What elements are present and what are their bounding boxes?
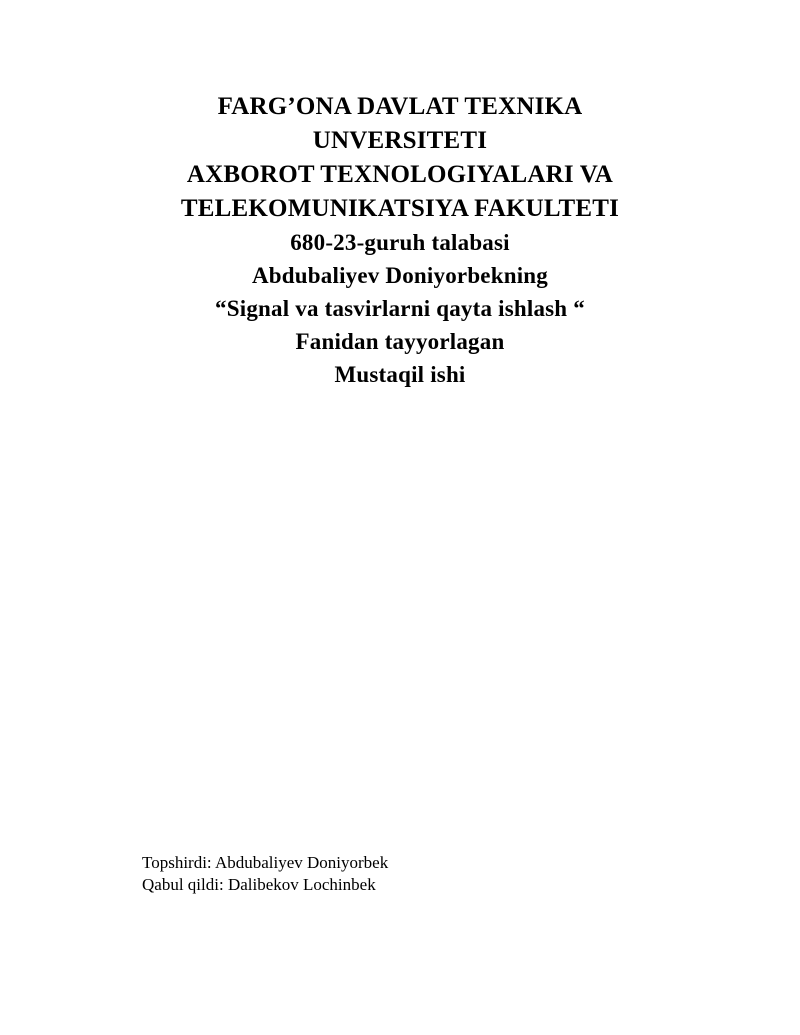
footer-line-submitted-by: Topshirdi: Abdubaliyev Doniyorbek [142,853,389,872]
subtitle-line-3: “Signal va tasvirlarni qayta ishlash “ [215,296,585,321]
title-block [100,90,700,391]
subtitle-line-5: Mustaqil ishi [334,362,466,387]
footer-block [142,852,662,896]
title-line-4: TELEKOMUNIKATSIYA FAKULTETI [180,195,620,222]
subtitle-line-1: 680-23-guruh talabasi [290,230,510,255]
subtitle-line-2: Abdubaliyev Doniyorbekning [252,263,548,288]
title-line-1: FARG’ONA DAVLAT TEXNIKA [217,93,583,120]
subtitle-line-4: Fanidan tayyorlagan [295,329,505,354]
title-line-3: AXBOROT TEXNOLOGIYALARI VA [186,161,614,188]
title-line-2: UNVERSITETI [312,127,488,154]
footer-line-accepted-by: Qabul qildi: Dalibekov Lochinbek [142,875,376,894]
